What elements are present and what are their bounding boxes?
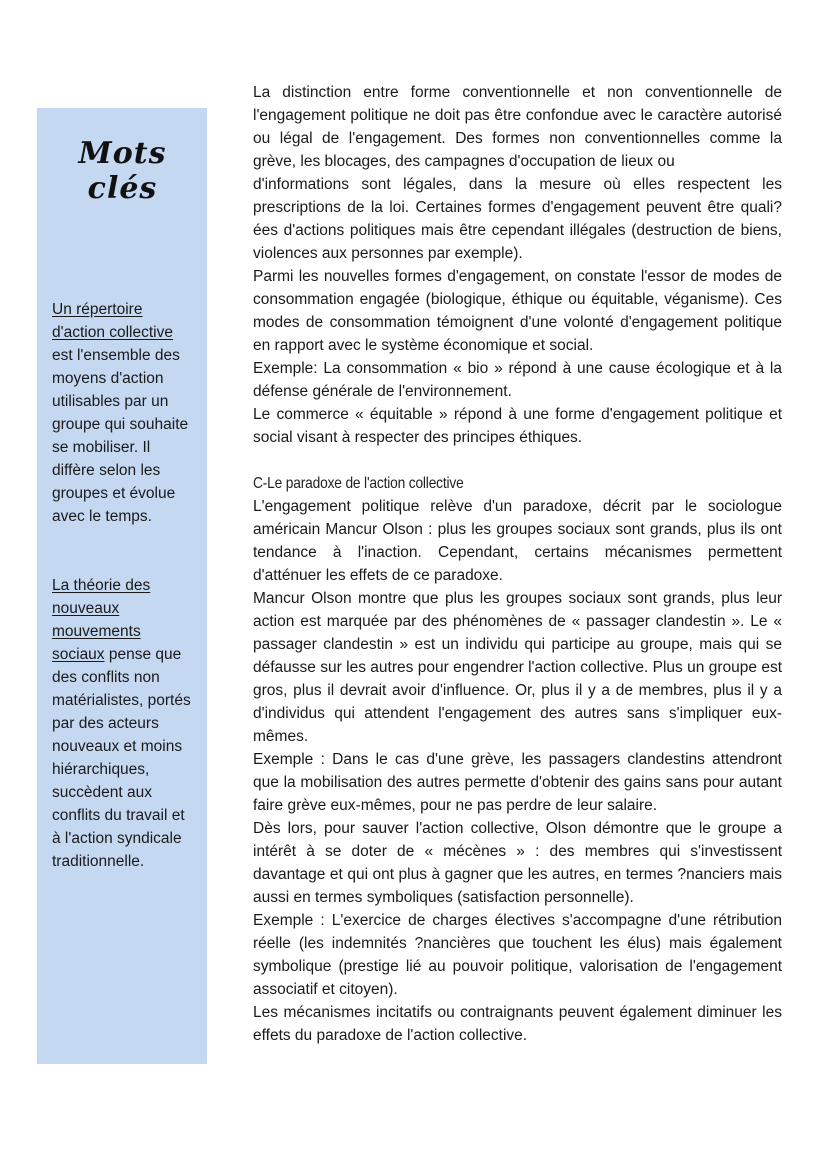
sidebar-title: Mots clés [78,136,167,206]
paragraph: Parmi les nouvelles formes d'engagement, on constate l'essor de modes de consommation engagée (biologique, éthique ou équitable, véganisme). Ces modes de consommation témoignent d'une volonté d'engagement politique en rapport avec le système économique et social. [253,268,782,354]
paragraph: Mancur Olson montre que plus les groupes sociaux sont grands, plus leur action est marquée par des phénomènes de « passager clandestin ». Le « passager clandestin » est un individu qui participe au groupe, mais qui se défausse sur les autres pour engendrer l'action collective. Plus un groupe est gros, plus il devrait avoir d'influence. Or, plus il y a de membres, plus il y a d'individus qui attendent l'engagement des autres sans s'impliquer eux-mêmes. [253,590,782,745]
paragraph: Dès lors, pour sauver l'action collective, Olson démontre que le groupe a intérêt à se doter de « mécènes » : des membres qui s'investissent davantage et qui ont plus à gagner que les autres, en termes ?nanciers mais aussi en termes symboliques (satisfaction personnelle). [253,820,782,906]
keyword-definition: est l'ensemble des moyens d'action utilisables par un groupe qui souhaite se mobiliser. Il diffère selon les groupes et évolue avec le temps. [52,347,189,525]
keyword-entry [52,574,193,873]
paragraph: Exemple : Dans le cas d'une grève, les passagers clandestins attendront que la mobilisation des autres permette d'obtenir des gains sans pour autant faire grève eux-mêmes, pour ne pas perdre de leur salaire. [253,751,782,814]
paragraph: La distinction entre forme conventionnelle et non conventionnelle de l'engagement politique ne doit pas être confondue avec le caractère autorisé ou légal de l'engagement. Des formes non conventionnelles comme la grève, les blocages, des campagnes d'occupation de lieux ou [253,84,782,170]
section-heading: C-Le paradoxe de l'action collective [253,475,464,492]
paragraph: Les mécanismes incitatifs ou contraignants peuvent également diminuer les effets du paradoxe de l'action collective. [253,1004,782,1044]
paragraph: d'informations sont légales, dans la mesure où elles respectent les prescriptions de la loi. Certaines formes d'engagement peuvent être quali?ées d'actions politiques mais être cependant illégales (destruction de biens, violences aux personnes par exemple). [253,176,782,262]
paragraph: L'engagement politique relève d'un paradoxe, décrit par le sociologue américain Mancur Olson : plus les groupes sociaux sont grands, plus ils ont tendance à l'inaction. Cependant, certains mécanismes permettent d'atténuer les effets de ce paradoxe. [253,498,782,584]
paragraph: Exemple : L'exercice de charges électives s'accompagne d'une rétribution réelle (les indemnités ?nancières que touchent les élus) mais également symbolique (prestige lié au pouvoir politique, valorisation de l'engagement associatif et citoyen). [253,912,782,998]
keyword-term: Un répertoire d'action collective [52,301,173,341]
keywords-sidebar [37,108,207,1064]
paragraph: Exemple: La consommation « bio » répond à une cause écologique et à la défense générale de l'environnement. [253,360,782,400]
main-text [253,81,782,1047]
keyword-term: La théorie des nouveaux mouvements sociaux [52,577,151,663]
paragraph: Le commerce « équitable » répond à une forme d'engagement politique et social visant à respecter des principes éthiques. [253,406,782,446]
keyword-entry [52,298,193,528]
keyword-definition: pense que des conflits non matérialistes, portés par des acteurs nouveaux et moins hiérarchiques, succèdent aux conflits du travail et à l'action syndicale traditionnelle. [52,646,191,870]
